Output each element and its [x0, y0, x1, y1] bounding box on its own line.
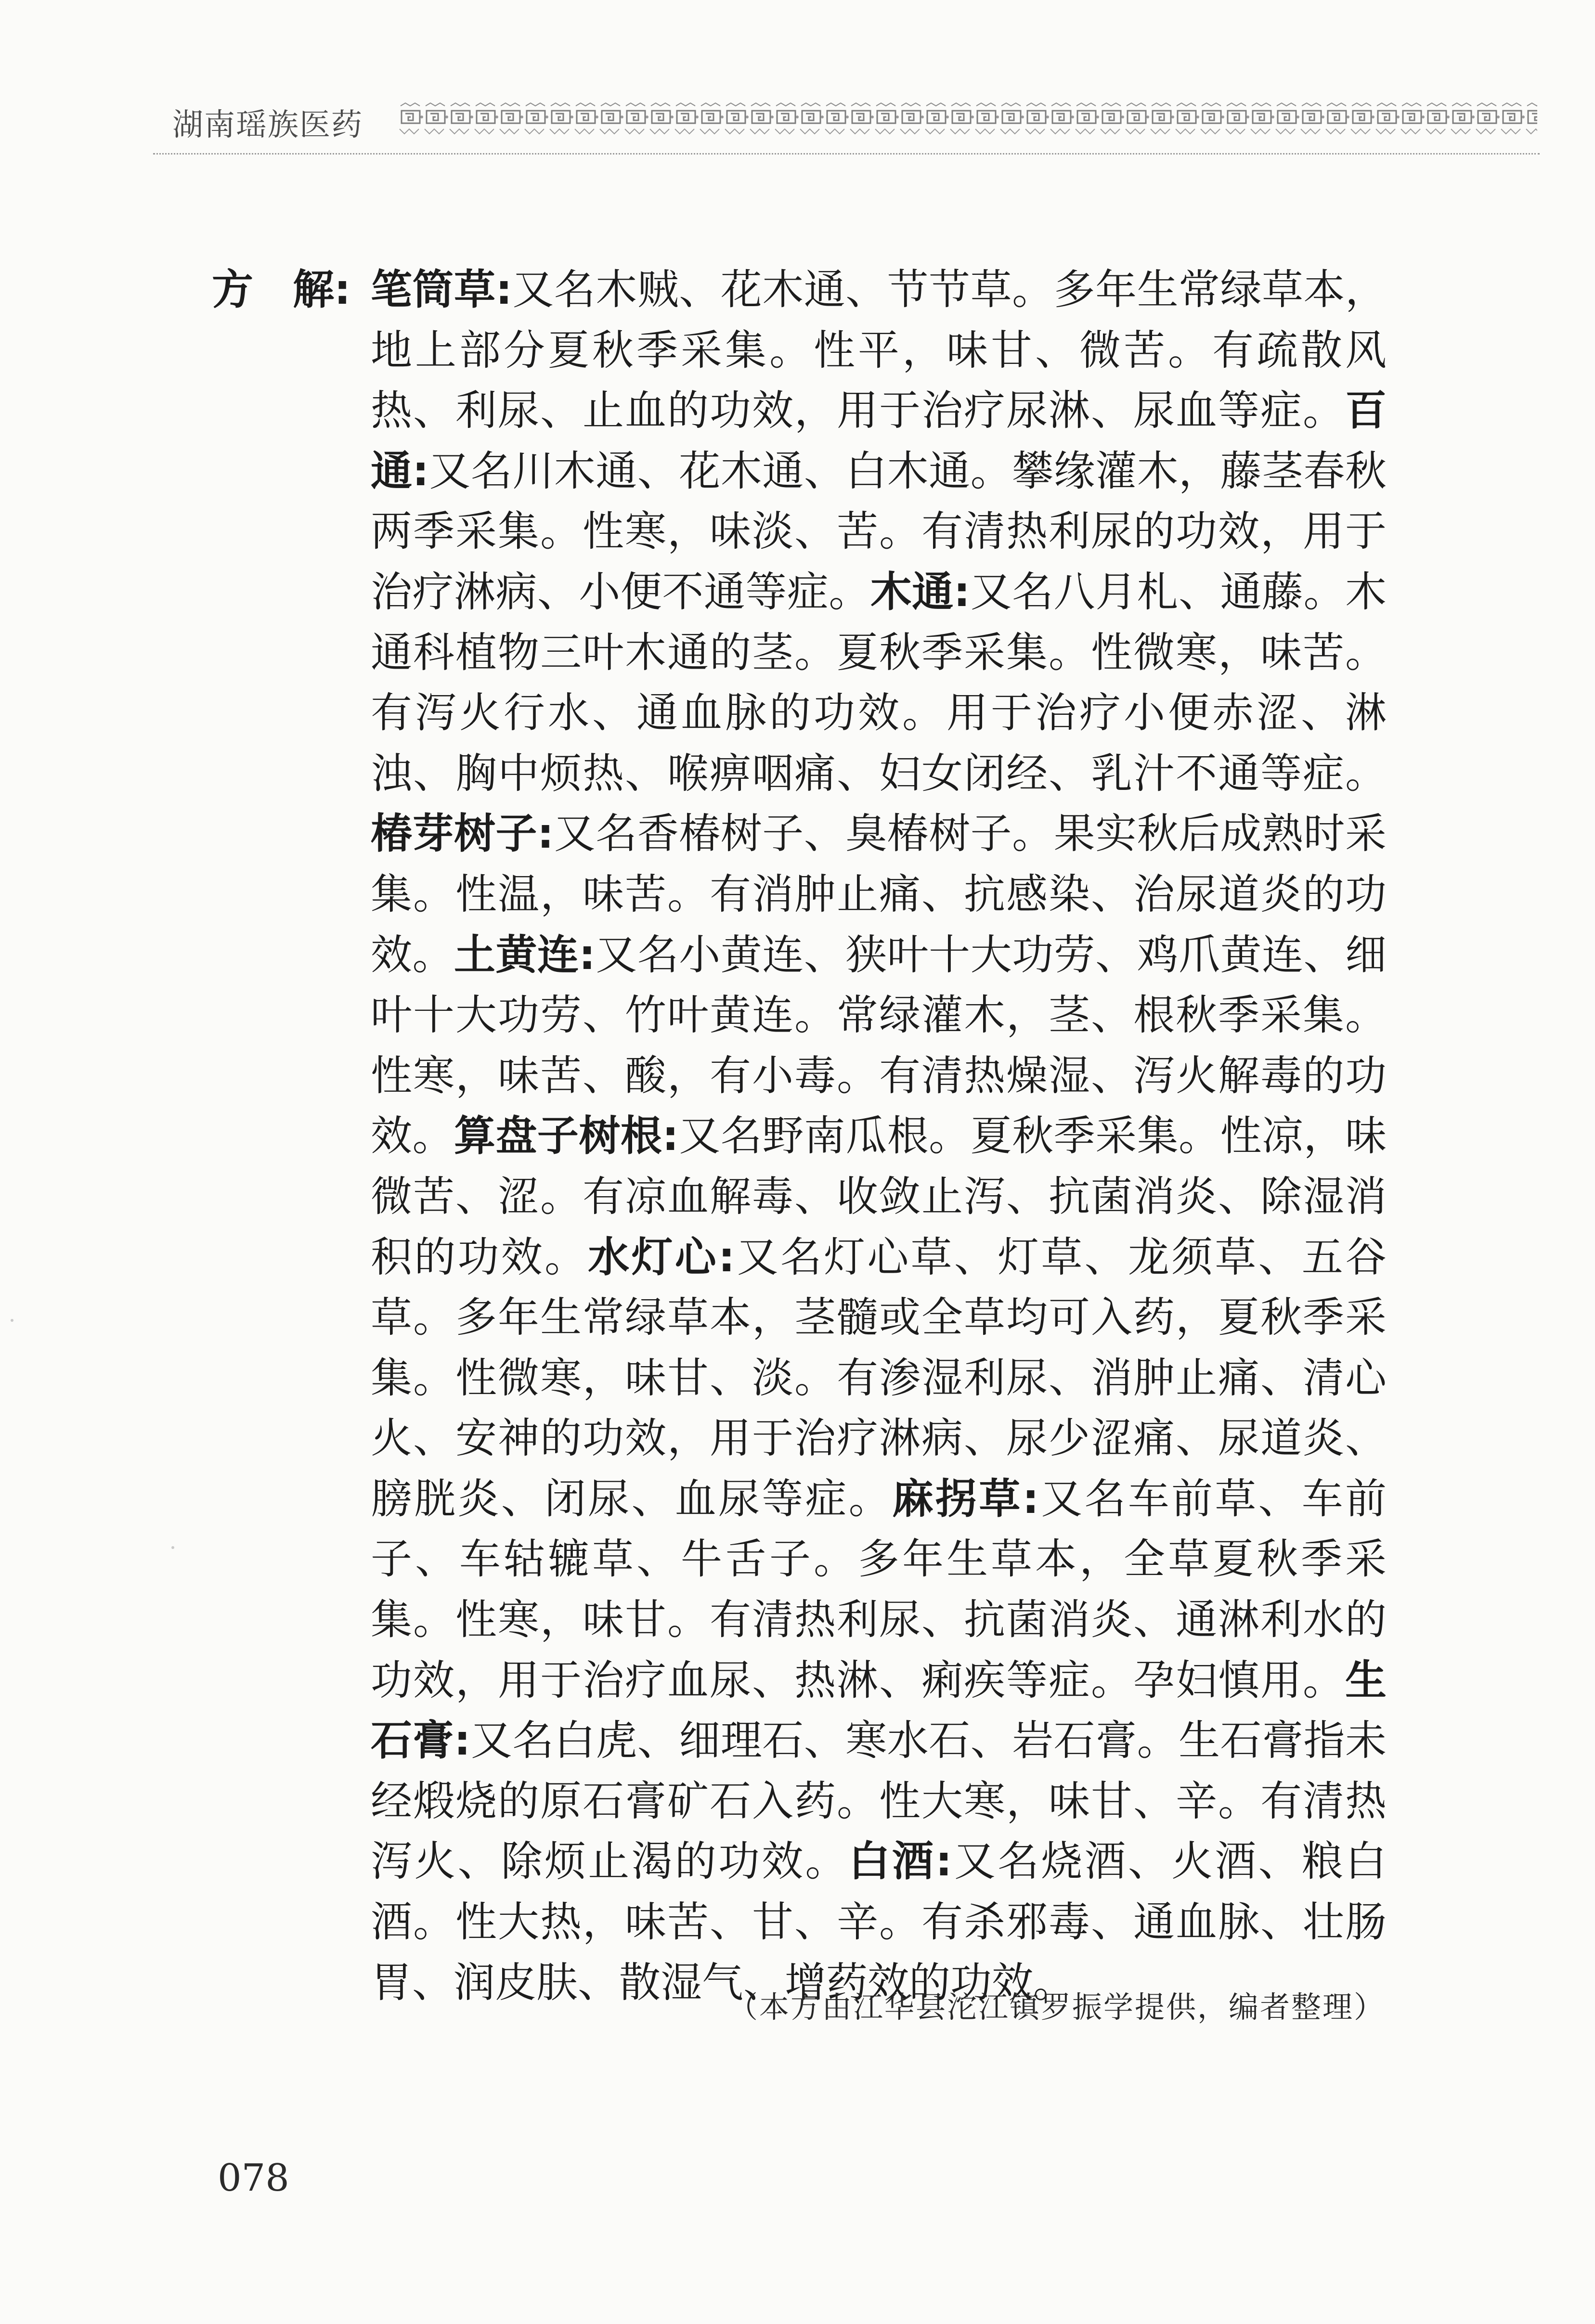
section-label: [212, 260, 376, 321]
header-divider: [153, 153, 1540, 155]
herb-name: 土黄连:: [454, 930, 596, 979]
herb-description: 又名木贼、花木通、节节草。多年生常绿草本，地上部分夏秋季采集。性平，味甘、微苦。有疏散风热、利尿、止血的功效，用于治疗尿淋、尿血等症。: [371, 266, 1387, 435]
book-title: 湖南瑶族医药: [172, 107, 363, 143]
herb-name: 椿芽树子:: [371, 810, 554, 858]
section-label-suffix: 解:: [293, 266, 351, 314]
page-number: 078: [218, 2156, 289, 2200]
herb-name: 百通:: [371, 387, 1387, 495]
explanation-paragraph: [371, 260, 1387, 2013]
herb-name: 白酒:: [848, 1837, 952, 1886]
herb-description: 又名烧酒、火酒、粮白酒。性大热，味苦、甘、辛。有杀邪毒、通血脉、壮肠胃、润皮肤、散湿气、增药效的功效。: [371, 1837, 1387, 2007]
section-label-char: 方: [212, 266, 253, 314]
herb-name: 笔筒草:: [371, 266, 512, 314]
herb-name: 算盘子树根:: [454, 1112, 679, 1161]
herb-description: 又名白虎、细理石、寒水石、岩石膏。生石膏指未经煅烧的原石膏矿石入药。性大寒，味甘、辛。有清热泻火、除烦止渴的功效。: [371, 1717, 1387, 1886]
herb-description: 又名川木通、花木通、白木通。攀缘灌木，藤茎春秋两季采集。性寒，味淡、苦。有清热利尿的功效，用于治疗淋病、小便不通等症。: [371, 447, 1387, 616]
herb-description: 又名车前草、车前子、车轱辘草、牛舌子。多年生草本，全草夏秋季采集。性寒，味甘。有清热利尿、抗菌消炎、通淋利水的功效，用于治疗血尿、热淋、痢疾等症。孕妇慎用。: [371, 1474, 1387, 1704]
herb-description: 又名香椿树子、臭椿树子。果实秋后成熟时采集。性温，味苦。有消肿止痛、抗感染、治尿道炎的功效。: [371, 810, 1387, 979]
herb-description: 又名小黄连、狭叶十大功劳、鸡爪黄连、细叶十大功劳、竹叶黄连。常绿灌木，茎、根秋季采集。性寒，味苦、酸，有小毒。有清热燥湿、泻火解毒的功效。: [371, 930, 1387, 1161]
scan-speck: [171, 1546, 174, 1549]
running-header: [153, 90, 1540, 163]
herb-name: 水灯心:: [588, 1233, 735, 1281]
source-note: （本方由江华县沱江镇罗振学提供，编者整理）: [727, 1989, 1385, 2025]
herb-name: 木通:: [870, 568, 971, 616]
herb-name: 麻拐草:: [892, 1474, 1039, 1523]
ornamental-band: [399, 102, 1537, 140]
herb-description: 又名八月札、通藤。木通科植物三叶木通的茎。夏秋季采集。性微寒，味苦。有泻火行水、通血脉的功效。用于治疗小便赤涩、淋浊、胸中烦热、喉痹咽痛、妇女闭经、乳汁不通等症。: [371, 568, 1387, 798]
herb-description: 又名灯心草、灯草、龙须草、五谷草。多年生常绿草本，茎髓或全草均可入药，夏秋季采集。性微寒，味甘、淡。有渗湿利尿、消肿止痛、清心火、安神的功效，用于治疗淋病、尿少涩痛、尿道炎、膀胱炎、闭尿、血尿等症。: [371, 1233, 1387, 1523]
herb-name: 生石膏:: [371, 1656, 1387, 1765]
scan-speck: [11, 1319, 13, 1322]
herb-description: 又名野南瓜根。夏秋季采集。性凉，味微苦、涩。有凉血解毒、收敛止泻、抗菌消炎、除湿消积的功效。: [371, 1112, 1387, 1281]
